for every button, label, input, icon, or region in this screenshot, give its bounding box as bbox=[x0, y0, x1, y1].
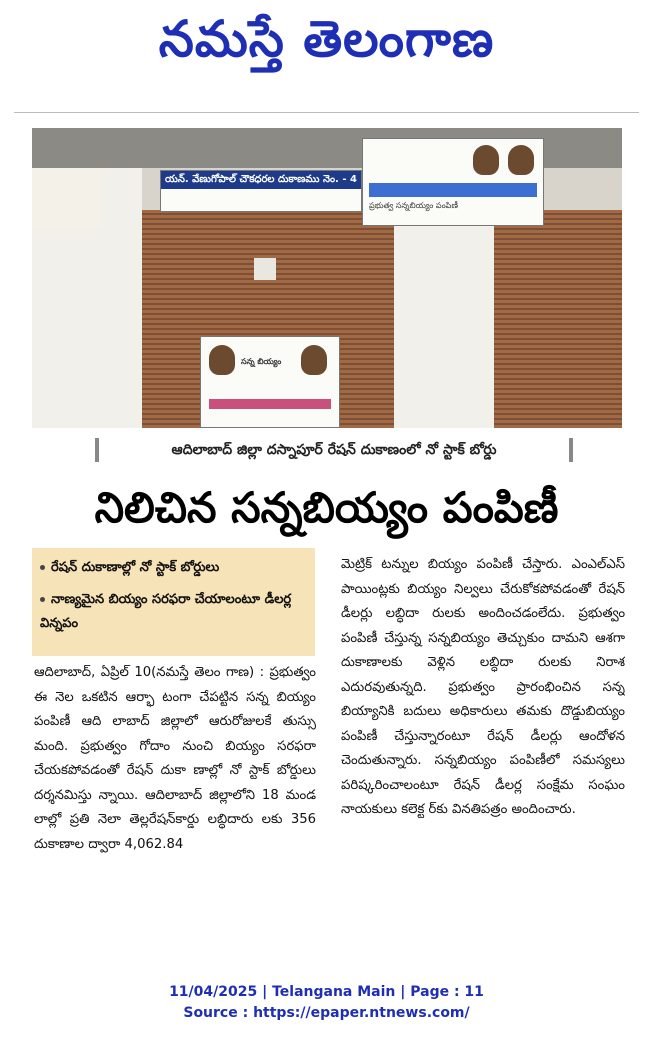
scheme-banner bbox=[362, 138, 544, 226]
news-photo bbox=[32, 128, 622, 428]
highlights-box bbox=[32, 548, 315, 656]
side-poster bbox=[32, 168, 102, 228]
bullet-icon bbox=[40, 565, 45, 570]
highlight-item bbox=[40, 588, 309, 636]
footer-source-link[interactable]: Source : https://epaper.ntnews.com/ bbox=[183, 1005, 470, 1021]
footer-date-page: 11/04/2025 | Telangana Main | Page : 11 bbox=[169, 984, 484, 1000]
highlight-text: నాణ్యమైన బియ్యం సరఫరా చేయాలంటూ డీలర్ల విన్నపం bbox=[40, 592, 292, 631]
banner-text: ప్రభుత్వ సన్నబియ్యం పంపిణీ bbox=[369, 201, 458, 210]
shop-name-text: యన్. వేణుగోపాల్ చౌకధరల దుకాణము నెం. - 4 bbox=[161, 171, 361, 189]
poster-strip bbox=[209, 399, 331, 409]
headline: నిలిచిన సన్నబియ్యం పంపిణీ bbox=[94, 483, 559, 532]
scheme-poster bbox=[200, 336, 340, 428]
highlight-item bbox=[40, 556, 309, 580]
portrait-icon bbox=[301, 345, 327, 375]
divider bbox=[14, 112, 639, 113]
portrait-icon bbox=[508, 145, 534, 175]
poster-text: సన్న బియ్యం bbox=[241, 357, 282, 366]
masthead-title: నమస్తే తెలంగాణ bbox=[158, 9, 495, 68]
notice-paper bbox=[254, 258, 276, 280]
shutter-right bbox=[494, 210, 622, 428]
highlight-text: రేషన్ దుకాణాల్లో నో స్టాక్ బోర్డులు bbox=[51, 560, 220, 575]
bullet-icon bbox=[40, 597, 45, 602]
banner-strip bbox=[369, 183, 537, 197]
article-column-left: ఆదిలాబాద్, ఏప్రిల్ 10(నమస్తే తెలం గాణ) : ప్రభుత్వం ఈ నెల ఒకటిన ఆర్భా టంగా చేపట్టిన సన్న బియ్యం పంపిణీ ఆది లాబాద్ జిల్లాలో ఆరురోజులకే తుస్సు మంది. ప్రభుత్వం గోదాం నుంచి బియ్యం సరఫరా చేయకపోవడంతో రేషన్ దుకా ణాల్లో నో స్టాక్ బోర్డులు దర్శనమిస్తు న్నాయి. ఆదిలాబాద్ జిల్లాలోని 18 మండ లాల్లో ప్రతి నెలా తెల్లరేషన్‌కార్డు లబ్ధిదారు లకు 356 దుకాణాల ద్వారా 4,062.84 bbox=[34, 665, 316, 852]
photo-caption: ఆదిలాబాద్ జిల్లా దస్నాపూర్ రేషన్ దుకాణంలో నో స్టాక్ బోర్డు bbox=[95, 438, 573, 462]
portrait-icon bbox=[473, 145, 499, 175]
article-column-right: మెట్రిక్ టన్నుల బియ్యం పంపిణీ చేస్తారు. ఎంఎల్‌ఎస్ పాయింట్లకు బియ్యం నిల్వలు చేరుకోకపోవడంతో రేషన్ డీలర్లు లబ్ధిదా రులకు అందించడంలేదు. ప్రభుత్వం పంపిణీ చేస్తున్న సన్నబియ్యం తెచ్చుకుం దామని ఆశగా దుకాణాలకు వెళ్లిన లబ్ధిదా రులకు నిరాశ ఎదురవుతున్నది. ప్రభుత్వం ప్రారంభించిన సన్న బియ్యానికి బదులు అధికారులు తమకు దొడ్డుబియ్యం పంపిణీ చేస్తున్నారంటూ రేషన్ డీలర్లు ఆందోళన చెందుతున్నారు. సన్నబియ్యం పంపిణీలో సమస్యలు పరిష్కరించాలంటూ రేషన్ డీలర్ల సంక్షేమ సంఘం నాయకులు కలెక్ట ర్‌కు వినతిపత్రం అందించారు. bbox=[341, 557, 625, 817]
shop-name-board bbox=[160, 170, 362, 212]
portrait-icon bbox=[209, 345, 235, 375]
